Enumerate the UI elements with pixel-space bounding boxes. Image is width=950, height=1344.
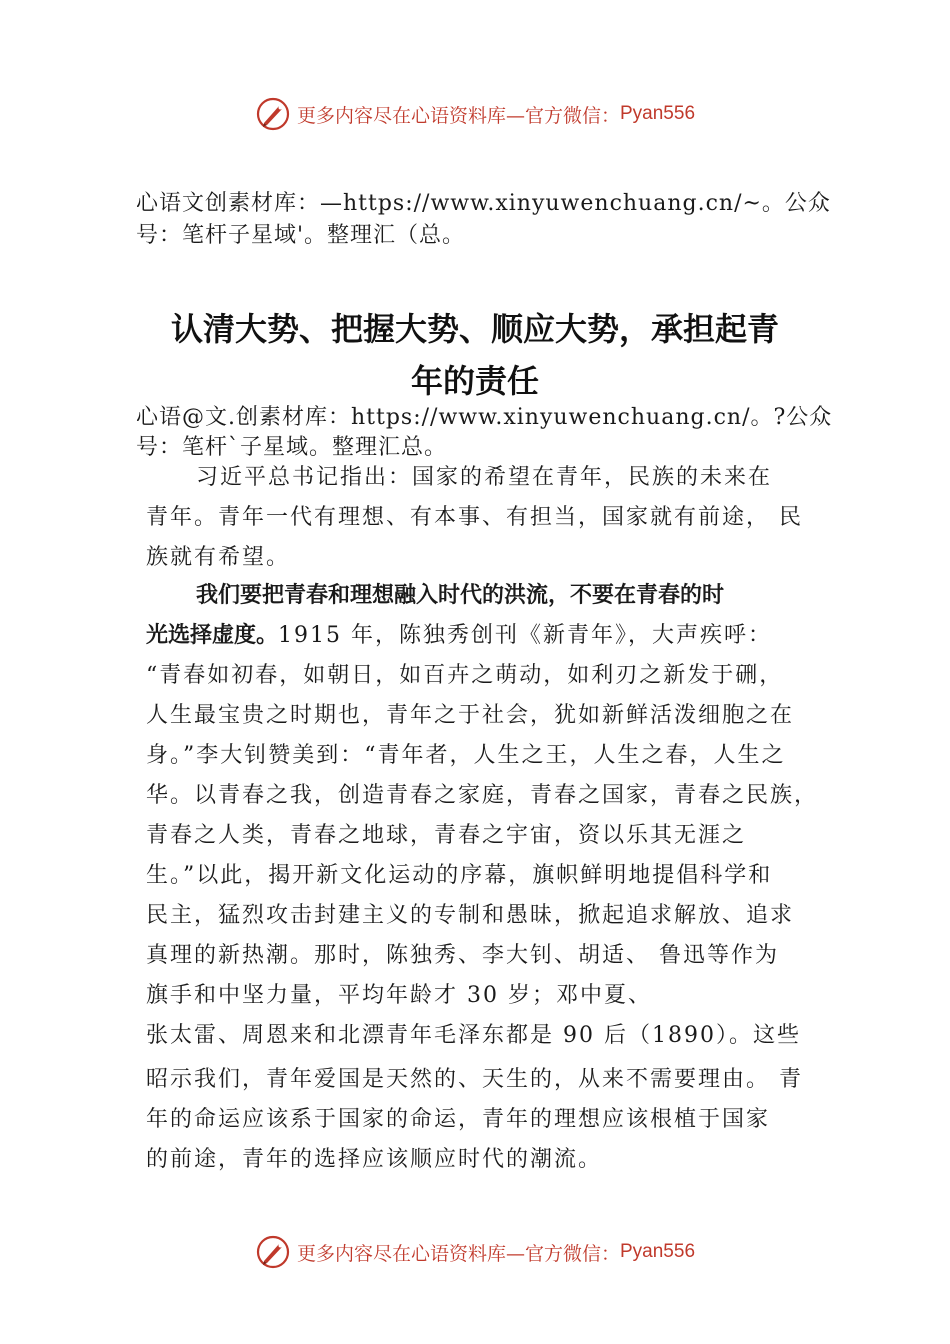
- paragraph2-line: “青春如初春，如朝日，如百卉之萌动，如利刃之新发于硎，: [146, 663, 784, 688]
- wechat-id: Pyan556: [620, 1241, 696, 1262]
- source-mid-line-1: 心语@文.创素材库：https://www.xinyuwenchuang.cn/。?公众: [136, 405, 833, 430]
- source-mid-line-2: 号：笔杆`子星域。整理汇总。: [136, 435, 448, 460]
- paragraph2-line: 身。”李大钊赞美到：“青年者，人生之王，人生之春，人生之: [146, 743, 786, 768]
- paragraph2-bold-line-1: 我们要把青春和理想融入时代的洪流，不要在青春的时: [196, 583, 725, 608]
- paragraph2-line: 年的命运应该系于国家的命运，青年的理想应该根植于国家: [146, 1107, 771, 1132]
- paragraph2-line-2: [146, 618, 772, 649]
- pen-logo-icon: [255, 1234, 291, 1270]
- pen-logo-icon: [255, 96, 291, 132]
- page-title-line-1: 认清大势、把握大势、顺应大势，承担起青: [170, 310, 779, 348]
- paragraph2-line: 的前途，青年的选择应该顺应时代的潮流。: [146, 1147, 603, 1172]
- paragraph2-line: 旗手和中坚力量，平均年龄才 30 岁；邓中夏、: [146, 983, 652, 1008]
- paragraph2-line: 华。以青春之我，创造青春之家庭，青春之国家，青春之民族，: [146, 783, 819, 808]
- paragraph2-line: 张太雷、周恩来和北漂青年毛泽东都是 90 后（1890）。这些: [146, 1023, 801, 1048]
- header-banner: [0, 94, 950, 134]
- banner-text: 更多内容尽在心语资料库—官方微信：: [296, 104, 620, 127]
- paragraph2-line-2-rest: 1915 年，陈独秀创刊《新青年》，大声疾呼：: [278, 623, 772, 648]
- paragraph2-line: 民主，猛烈攻击封建主义的专制和愚昧，掀起追求解放、追求: [146, 903, 795, 928]
- paragraph2-line: 青春之人类，青春之地球，青春之宇宙，资以乐其无涯之: [146, 823, 747, 848]
- paragraph2-line: 昭示我们，青年爱国是天然的、天生的，从来不需要理由。 青: [146, 1067, 803, 1092]
- paragraph2-line: 真理的新热潮。那时，陈独秀、李大钊、胡适、 鲁迅等作为: [146, 943, 779, 968]
- paragraph1-line-3: 族就有希望。: [146, 545, 291, 570]
- paragraph2-line: 人生最宝贵之时期也，青年之于社会，犹如新鲜活泼细胞之在: [146, 703, 795, 728]
- paragraph2-bold-start: 光选择虚度。: [146, 623, 279, 648]
- paragraph1-line-1: 习近平总书记指出：国家的希望在青年，民族的未来在: [196, 465, 773, 490]
- paragraph2-line: 生。”以此，揭开新文化运动的序幕，旗帜鲜明地提倡科学和: [146, 863, 773, 888]
- footer-banner: [0, 1232, 950, 1272]
- banner-text: 更多内容尽在心语资料库—官方微信：: [296, 1242, 620, 1265]
- wechat-id: Pyan556: [620, 103, 696, 124]
- paragraph1-line-2: 青年。青年一代有理想、有本事、有担当，国家就有前途， 民: [146, 505, 803, 530]
- source-line-2: 号：笔杆子星域'。整理汇（总。: [136, 223, 466, 248]
- page-title-line-2: 年的责任: [410, 362, 539, 400]
- source-line-1: 心语文创素材库：—https://www.xinyuwenchuang.cn/~。公众: [136, 191, 831, 216]
